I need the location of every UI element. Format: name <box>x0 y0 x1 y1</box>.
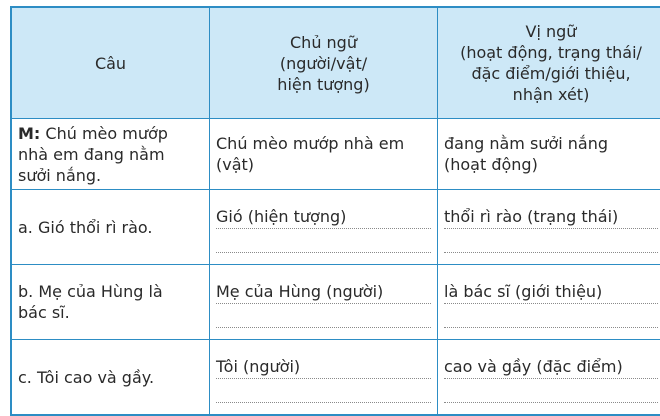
predicate-answer: thổi rì rào (trạng thái) <box>444 207 619 226</box>
sentence-line: c. Tôi cao và gầy. <box>18 367 155 387</box>
header-subject-line: (người/vật/ <box>279 53 368 73</box>
sentence-cell <box>11 190 210 265</box>
sentence-cell <box>11 340 210 416</box>
answer-line-blank <box>444 379 658 403</box>
answer-line <box>444 201 658 229</box>
example-predicate-line: đang nằm sưởi nắng <box>444 134 608 153</box>
predicate-answer-cell[interactable] <box>438 340 660 416</box>
answer-line <box>216 276 431 304</box>
answer-line-blank <box>216 304 431 328</box>
sentence-line: a. Gió thổi rì rào. <box>18 217 153 237</box>
example-subject-cell <box>210 119 438 190</box>
table-row <box>11 340 660 416</box>
subject-answer: Gió (hiện tượng) <box>216 207 347 226</box>
table-row <box>11 265 660 340</box>
predicate-answer: là bác sĩ (giới thiệu) <box>444 282 603 301</box>
header-predicate-line: (hoạt động, trạng thái/ <box>460 43 642 62</box>
answer-line-blank <box>444 304 658 328</box>
header-predicate-line: đặc điểm/giới thiệu, <box>471 64 631 83</box>
answer-line <box>216 201 431 229</box>
sentence-line: b. Mẹ của Hùng là <box>18 282 163 301</box>
example-predicate-cell <box>438 119 660 190</box>
predicate-answer-cell[interactable] <box>438 190 660 265</box>
answer-line <box>216 351 431 379</box>
example-sentence-line: sưởi nắng. <box>18 165 102 185</box>
header-predicate <box>438 7 660 119</box>
header-subject <box>210 7 438 119</box>
example-row <box>11 119 660 190</box>
example-subject-line: Chú mèo mướp nhà em <box>216 134 405 153</box>
header-predicate-line: nhận xét) <box>512 85 590 104</box>
subject-answer: Tôi (người) <box>216 357 301 376</box>
answer-line <box>444 351 658 379</box>
example-label: M: <box>18 123 41 143</box>
header-subject-line: hiện tượng) <box>277 74 370 94</box>
header-predicate-line: Vị ngữ <box>525 22 577 41</box>
subject-answer-cell[interactable] <box>210 190 438 265</box>
example-sentence-text: Chú mèo mướp <box>40 123 168 143</box>
exercise-table-container <box>10 6 650 410</box>
header-sentence <box>11 7 210 119</box>
subject-answer: Mẹ của Hùng (người) <box>216 282 384 301</box>
predicate-answer: cao và gầy (đặc điểm) <box>444 357 623 376</box>
answer-line-blank <box>216 229 431 253</box>
answer-line <box>444 276 658 304</box>
sentence-line: bác sĩ. <box>18 303 70 322</box>
sentence-cell <box>11 265 210 340</box>
header-sentence-line: Câu <box>94 53 127 73</box>
subject-answer-cell[interactable] <box>210 265 438 340</box>
table-row <box>11 190 660 265</box>
example-predicate-line: (hoạt động) <box>444 155 538 174</box>
answer-line-blank <box>216 379 431 403</box>
exercise-table <box>10 6 660 416</box>
answer-line-blank <box>444 229 658 253</box>
header-subject-line: Chủ ngữ <box>290 32 357 52</box>
example-sentence-line <box>18 123 203 144</box>
predicate-answer-cell[interactable] <box>438 265 660 340</box>
header-row <box>11 7 660 119</box>
example-sentence-cell <box>11 119 210 190</box>
subject-answer-cell[interactable] <box>210 340 438 416</box>
example-subject-line: (vật) <box>216 155 255 174</box>
example-sentence-line: nhà em đang nằm <box>18 144 165 164</box>
